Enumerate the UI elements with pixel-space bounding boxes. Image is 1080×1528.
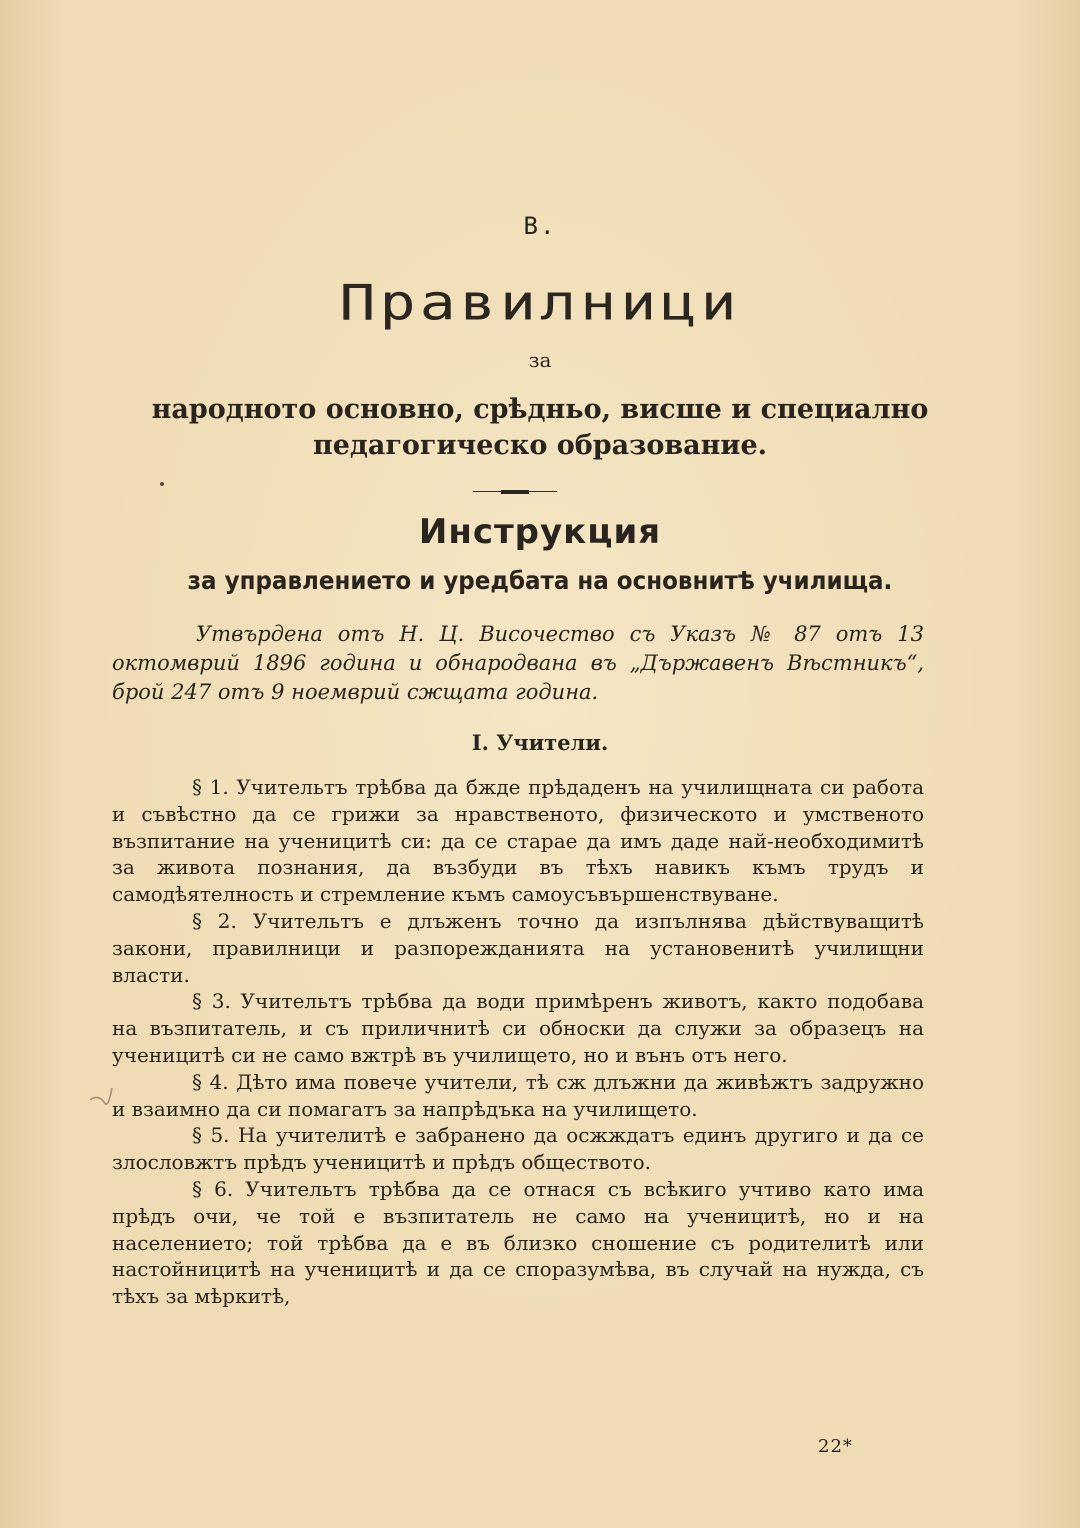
page-number: 22* — [818, 1436, 853, 1457]
body-text — [112, 774, 924, 1310]
document-subtitle: народното основно, срѣдньо, висше и специално педагогическо образование. — [151, 394, 929, 461]
print-speck — [160, 482, 164, 486]
main-title: Правилници — [339, 274, 741, 332]
paragraph-5: § 5. На учителитѣ е забранено да осжждатъ единъ другиго и да се злословжтъ прѣдъ ученицитѣ и прѣдъ обществото. — [112, 1123, 924, 1175]
margin-pencil-mark — [84, 1070, 144, 1130]
section-letter: В. — [523, 212, 557, 240]
title-connector: за — [528, 348, 552, 372]
instruction-subtitle: за управлението и уредбата на основнитѣ училища. — [187, 566, 893, 595]
paragraph-4: § 4. Дѣто има повече учители, тѣ сж длъжни да живѣжтъ задружно и взаимно да си помагатъ за напрѣдъка на училището. — [112, 1069, 924, 1121]
divider-bar — [501, 490, 529, 494]
chapter-heading: I. Учители. — [471, 730, 609, 755]
paragraph-1: § 1. Учительтъ трѣбва да бжде прѣдаденъ на училищната си работа и съвѣстно да се грижи за нравственото, физическото и умственото възпитание на ученицитѣ си: да се старае да имъ даде най-необходимитѣ за живота познания, да възбуди въ тѣхъ навикъ къмъ трудъ и самодѣятелность и стремление къмъ самоусъвършенствуване. — [112, 775, 924, 907]
instruction-title: Инструкция — [418, 512, 662, 552]
approval-note: Утвърдена отъ Н. Ц. Височество съ Указъ № 87 отъ 13 октомврий 1896 година и обнародвана въ „Държавенъ Вѣстникъ“, брой 247 отъ 9 ноемврий сжщата година. — [112, 622, 924, 704]
paragraph-2: § 2. Учительтъ е длъженъ точно да изпълнява дѣйствуващитѣ закони, правилници и разпорежданията на установенитѣ училищни власти. — [112, 908, 924, 987]
paragraph-6: § 6. Учительтъ трѣбва да се отнася съ всѣкиго учтиво като има прѣдъ очи, че той е възпитатель не само на ученицитѣ, но и на населението; той трѣбва да е въ близко сношение съ родителитѣ или настойницитѣ на ученицитѣ и да се споразумѣва, въ случай на нужда, съ тѣхъ за мѣркитѣ, — [112, 1176, 924, 1309]
paragraph-3: § 3. Учительтъ трѣбва да води примѣренъ животъ, както подобава на възпитатель, и съ приличнитѣ си обноски да служи за образецъ на ученицитѣ си не само вжтрѣ въ училището, но и вънъ отъ него. — [112, 989, 924, 1067]
divider-ornament — [473, 490, 557, 493]
